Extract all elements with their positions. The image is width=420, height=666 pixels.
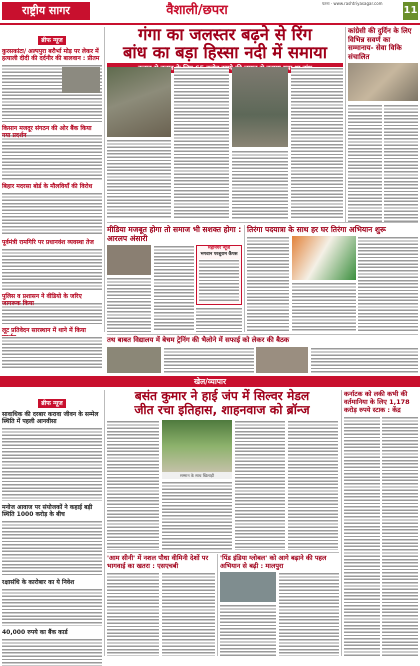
right-top-body-text <box>348 104 382 222</box>
sports-right-body-text <box>382 416 418 656</box>
media-body-text <box>196 307 242 332</box>
brief-body-text <box>2 192 102 236</box>
business-headline: 'पिंड इंडिया ग्लोबल' को आगे बढ़ाने की पहल अभियान से बढ़ी : मालपुरा <box>220 554 327 570</box>
bottom-photo <box>256 347 308 373</box>
left-brief-column <box>2 27 102 332</box>
edition-info: पटना · www.rashtriyasagar.com <box>322 1 383 6</box>
sports-headline-line2: जीत रचा इतिहास, शाहनवाज को ब्रॉन्ज <box>134 403 310 417</box>
boxed-story-text <box>199 259 239 301</box>
brief-body-text <box>2 588 102 626</box>
sports-right-story <box>344 390 418 414</box>
section-title: वैशाली/छपरा <box>166 3 228 18</box>
brief-headline: लूट प्रतिवेदन सारस्थान में थाने में किया <box>2 327 86 334</box>
row-divider <box>107 222 418 223</box>
business-body-text <box>107 572 159 656</box>
business-body-text <box>162 572 215 656</box>
column-divider <box>244 225 245 332</box>
sports-photo-caption: सम्मान के साथ खिलाड़ी <box>162 472 232 479</box>
media-body-text <box>107 277 151 332</box>
sports-band <box>0 376 420 387</box>
sports-band-label: खेल/व्यापार <box>193 377 227 386</box>
sports-photo <box>162 420 232 472</box>
bottom-body-text <box>164 347 254 373</box>
lead-body-text <box>107 139 171 219</box>
row-divider <box>107 334 418 335</box>
right-top-headline: कांग्रेसी की दुर्दिन के लिए विभिन्न सवर्ण का सम्मानाय- सेवा विकि संचालित <box>348 27 412 61</box>
right-top-photo <box>348 63 418 101</box>
business-story <box>107 554 215 570</box>
brief-headline: किसान मजदूर संगठन की ओर बैंक किया गया प्रदर्शन <box>2 125 92 139</box>
lead-headline-line1: गंगा का जलस्तर बढ़ने से रिंग <box>138 25 312 44</box>
sports-body-text <box>235 420 285 550</box>
tiranga-body-text <box>358 236 418 332</box>
business-body-text <box>279 572 339 656</box>
bottom-photo <box>107 347 161 373</box>
lead-body-text <box>291 67 343 219</box>
lead-photo <box>107 67 171 137</box>
media-story <box>107 225 242 243</box>
sports-lead-story <box>107 389 337 417</box>
column-divider <box>104 27 105 332</box>
row-divider <box>107 552 339 553</box>
brief-news-label: ब्रीफ न्यूज <box>38 36 65 45</box>
newspaper-brand: राष्ट्रीय सागर <box>2 2 90 20</box>
brief-headline: पुलिस व प्रशासन ने वीडियो के जरिए जागरूक किया <box>2 293 82 307</box>
lead-body-text <box>174 67 229 219</box>
bottom-headline: तथ बाबत विद्यालय में बेचम ट्रेनिंग की भैलोने में सफाई को लेकर की बैठक <box>107 336 290 344</box>
boxed-story-label: महानगर न्यूज <box>208 246 230 251</box>
brief-headline: सावाधिक की दरबार करावा जीवन के सम्मेल स्थिति में पहली आनवीसा <box>2 411 99 425</box>
brief-body-text <box>2 520 102 576</box>
sports-left-column <box>2 390 102 656</box>
sports-body-text <box>288 420 338 550</box>
brief-body-text <box>2 248 102 290</box>
tiranga-headline: तिरंगा पदयात्रा के साथ हर घर तिरंगा अभियान शुरू <box>247 225 386 234</box>
tiranga-story <box>247 225 418 234</box>
column-divider <box>341 390 342 656</box>
masthead <box>0 0 420 22</box>
sports-body-text <box>162 481 232 550</box>
right-top-story <box>348 27 418 61</box>
tiranga-photo <box>292 236 356 280</box>
column-divider <box>345 27 346 223</box>
column-divider <box>104 390 105 656</box>
column-divider <box>217 554 218 656</box>
business-story <box>220 554 339 570</box>
brief-body-text <box>2 427 102 501</box>
left-brief-tail-text <box>2 336 102 370</box>
sports-body-text <box>107 420 159 550</box>
lead-story <box>107 26 343 73</box>
brief-headline: रक्षासंधि के कारोबार का ये निवेश <box>2 579 75 586</box>
bottom-body-text <box>311 347 418 373</box>
brief-headline: मनोज आवाज पर संयोजकों ने कहाई बड़ी स्थिति 1000 करोड़ के बीच <box>2 504 93 518</box>
lead-headline-line2: बांध का बड़ा हिस्सा नदी में समाया <box>122 43 328 62</box>
business-body-text <box>220 604 276 656</box>
lead-body-text <box>232 150 288 219</box>
brief-headline: कुरसकांटा/ अल्पपुरा बरौर्भा मोड़ पर लेकर में हत्याली दीदी की दर्दनीर की बालवान : प्रीतम <box>2 48 100 62</box>
lead-photo <box>232 67 288 147</box>
media-headline: मीडिया मजबूत होगा तो समाज भी सशक्त होगा : आरलप अंसारी <box>107 225 242 243</box>
brief-headline: 40,000 रुपये का बैंक कार्ड <box>2 629 68 636</box>
brief-news-label: ब्रीफ न्यूज <box>38 399 65 408</box>
bottom-story <box>107 336 418 345</box>
brief-headline: बिहार मदरसा बोर्ड के मौलवियाँ की विरोध <box>2 183 93 190</box>
boxed-story <box>196 245 242 305</box>
sports-right-headline: कर्नाटक को लकी कभी की वर्तमानिया के लिए 1,178 करोड़ रुपये स्टाक : केंद्र <box>344 390 410 414</box>
tiranga-body-text <box>292 282 356 332</box>
media-body-text <box>154 245 194 332</box>
sports-headline-line1: बसंत कुमार ने हाई जंप में सिल्वर मेडल <box>134 389 310 403</box>
right-top-body-text <box>384 104 418 222</box>
business-headline: 'आम सीनी' में नशल पौधा वीमिनी देशों पर भागवाई का खतरा : एसएचबी <box>107 554 209 570</box>
tiranga-body-text <box>247 236 289 332</box>
business-photo <box>220 572 276 602</box>
media-photo <box>107 245 151 275</box>
page-number: 11 <box>403 2 418 20</box>
brief-body-text <box>2 134 102 180</box>
boxed-story-headline: भगवान परशुराम कैंपस <box>200 252 238 257</box>
brief-headline: पूर्वमंत्री रामगिरि पर प्रधानवंश व्यवस्था तेज <box>2 239 94 246</box>
brief-photo <box>62 67 100 93</box>
sports-right-body-text <box>344 416 380 656</box>
brief-body-text <box>2 638 102 666</box>
